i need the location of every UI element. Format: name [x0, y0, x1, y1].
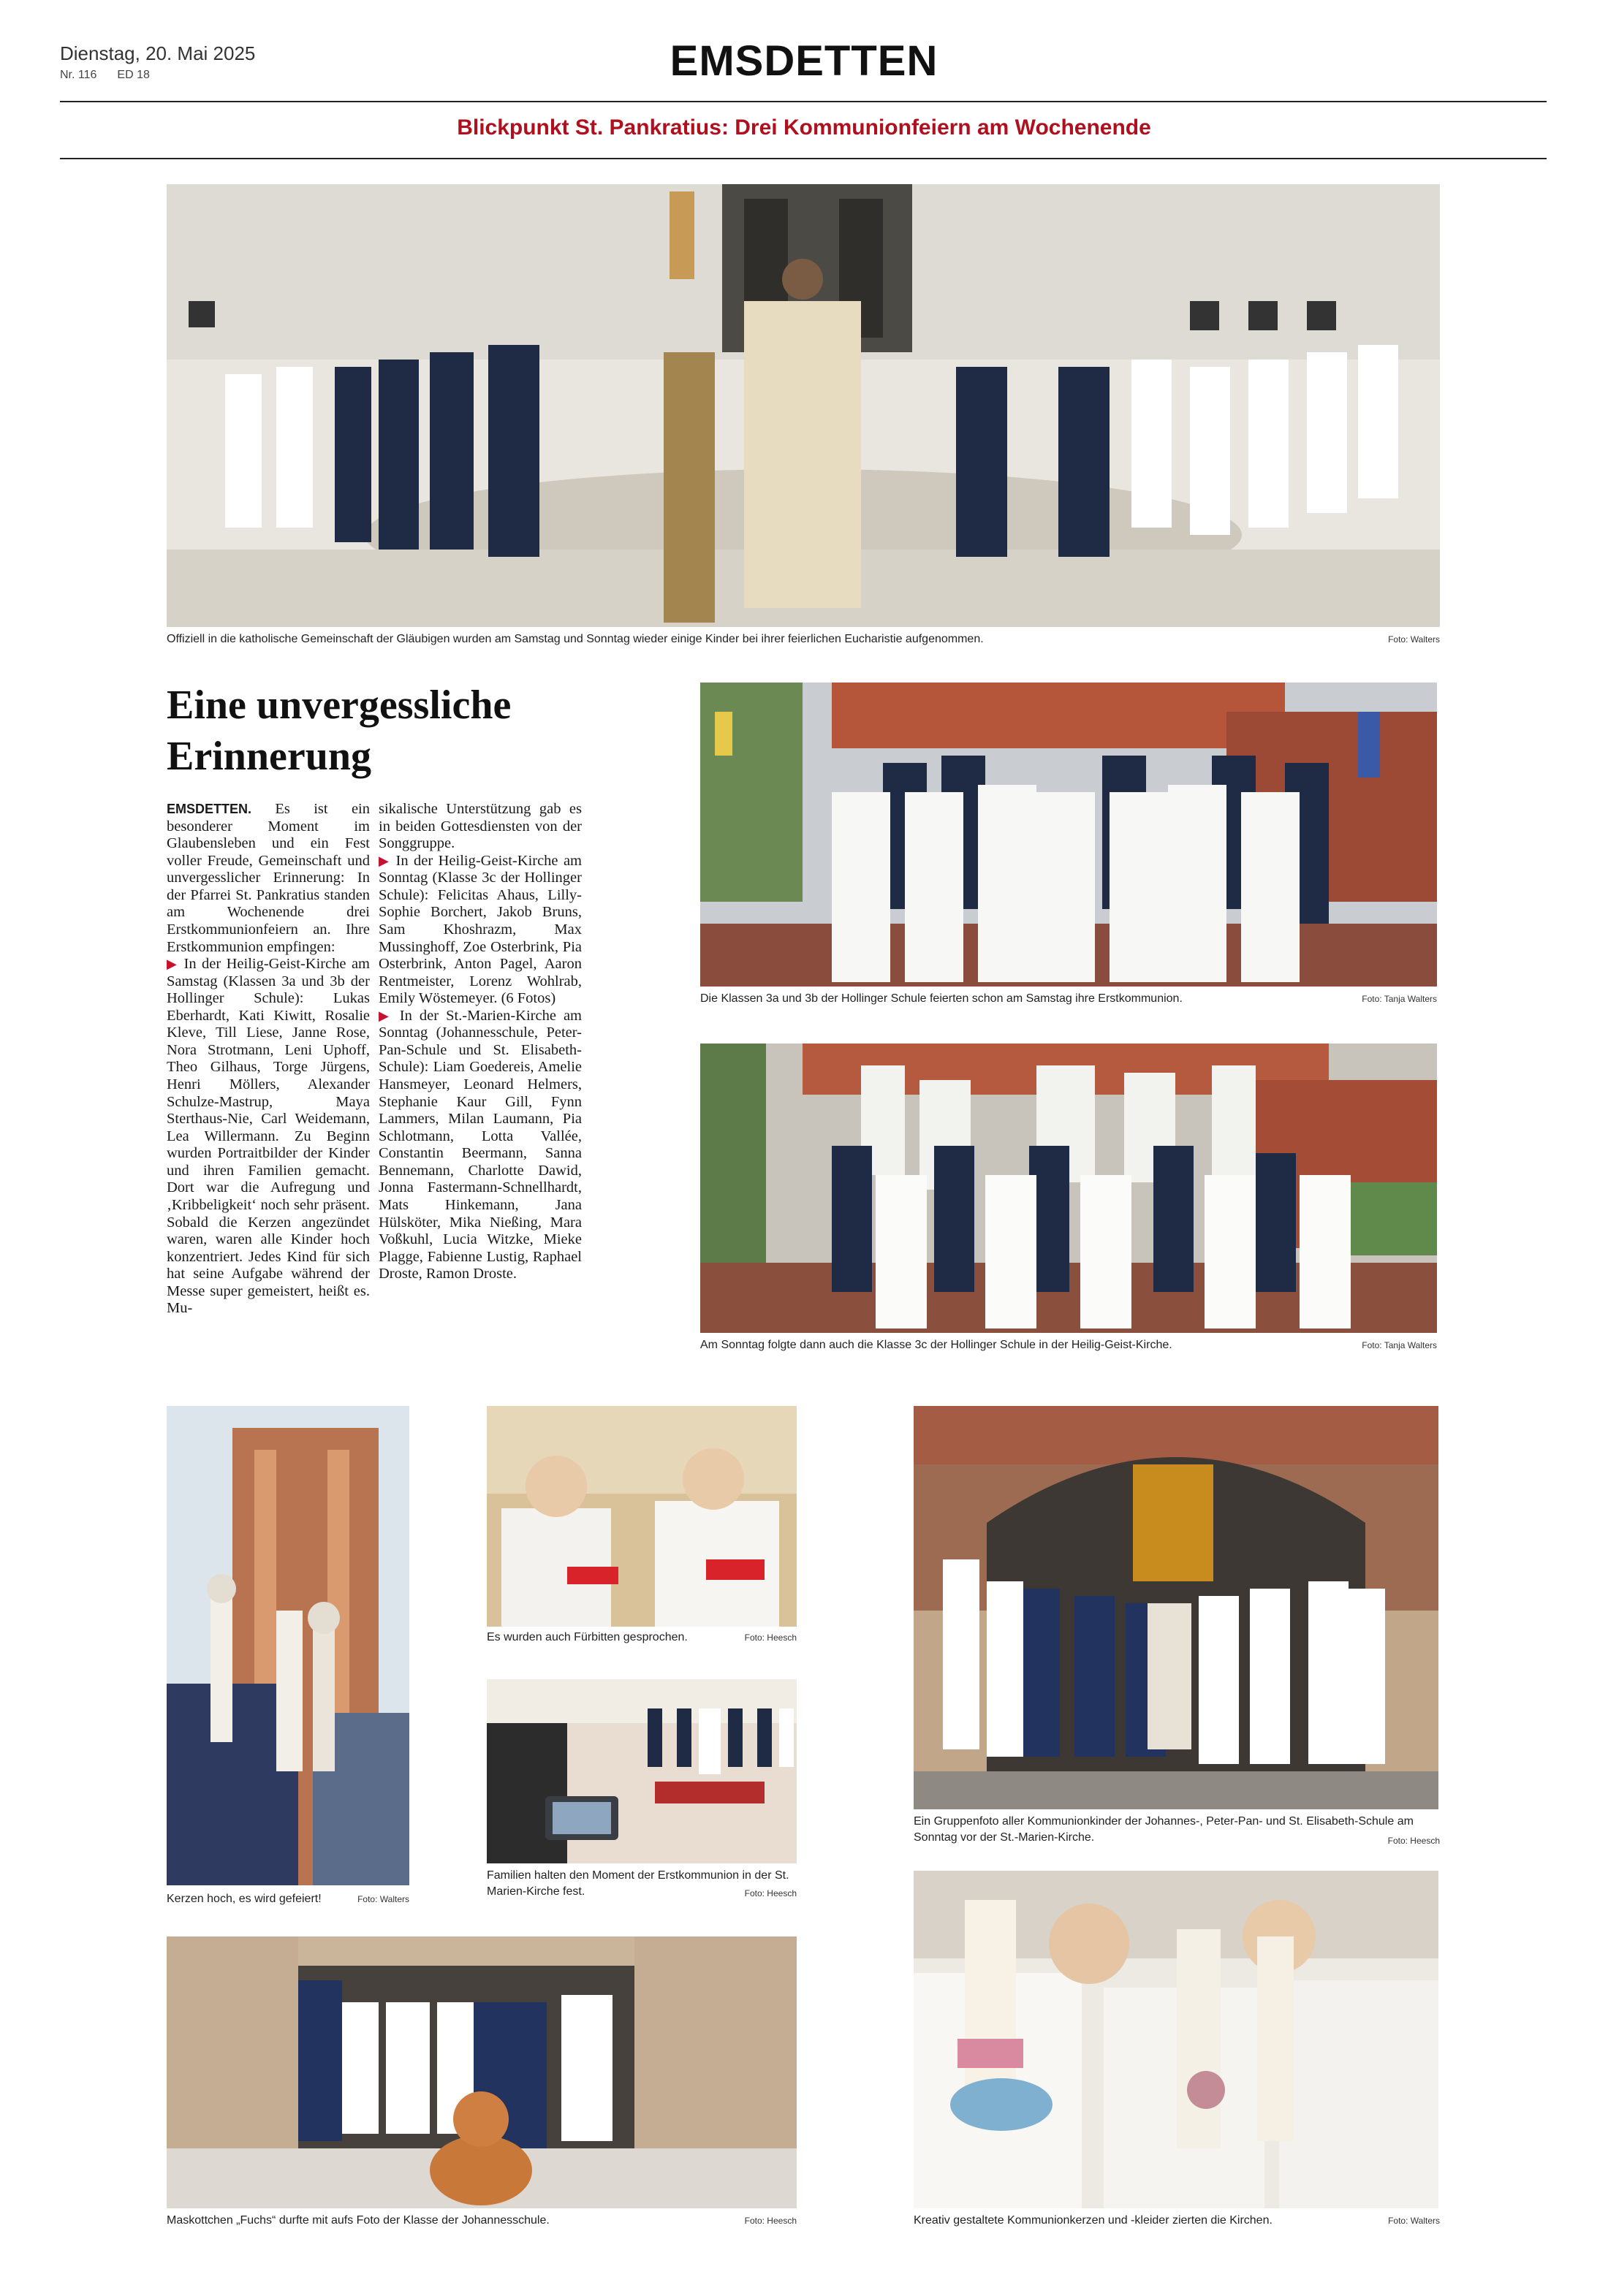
- credit-gruppenfoto: Foto: Heesch: [1387, 1836, 1440, 1846]
- issue-edition: ED 18: [117, 69, 150, 81]
- photo-fuerbitten: [487, 1406, 797, 1627]
- caption-klassen-3a-3b: Die Klassen 3a und 3b der Hollinger Schule feierten schon am Samstag ihre Erstkommunion.: [700, 992, 1183, 1005]
- credit-maskottchen: Foto: Heesch: [744, 2216, 797, 2226]
- arrow-icon: ▶: [167, 957, 179, 972]
- caption-gruppenfoto: Ein Gruppenfoto aller Kommunionkinder der Johannes-, Peter-Pan- und St. Elisabeth-Schule am Sonntag vor der St.-Marien-Kirche.: [914, 1815, 1414, 1844]
- article-dateline: EMSDETTEN.: [167, 802, 252, 816]
- arrow-icon: ▶: [379, 853, 391, 868]
- credit-familien: Foto: Heesch: [744, 1888, 797, 1898]
- photo-kommunionkerzen: [914, 1871, 1438, 2208]
- issue-date: Dienstag, 20. Mai 2025: [60, 42, 256, 64]
- arrow-icon: ▶: [379, 1008, 392, 1023]
- issue-nr: Nr. 116: [60, 69, 97, 81]
- hero-photo-church-altar: [167, 184, 1440, 627]
- caption-kerzen: Kerzen hoch, es wird gefeiert!: [167, 1893, 322, 1905]
- article-paragraph-4: ▶ In der Heilig-Geist-Kirche am Sonntag (Klasse 3c der Hollinger Schule): Felicitas Ahaus, Lilly-Sophie Borchert, Jakob Bruns, Sam Khoshrazm, Max Mussinghoff, Zoe Osterbrink, Pia Osterbrink, Anton Pagel, Aaron Rentmeister, Lorenz Wohlrab, Emily Wöstemeyer. (6 Fotos): [379, 852, 582, 1007]
- photo-klassen-3a-3b: [700, 683, 1437, 987]
- topic-banner: Blickpunkt St. Pankratius: Drei Kommunionfeiern am Wochenende: [457, 115, 1151, 140]
- hero-credit: Foto: Walters: [1388, 634, 1440, 645]
- article-paragraph-5: ▶ In der St.-Marien-Kirche am Sonntag (Johannesschule, Peter-Pan-Schule und St. Elisabeth-Schule): Liam Goedereis, Amelie Hansmeyer, Leonard Helmers, Stephanie Kaur Gill, Fynn Lammers, Milan Laumann, Pia Schlotmann, Lotta Vallée, Constantin Beermann, Sanna Bennemann, Charlotte Dawid, Jonna Fastermann-Schnellhardt, Mats Hinkemann, Jana Hülsköter, Mika Nießing, Mara Voßkuhl, Lucia Witzke, Mieke Plagge, Fabienne Lustig, Raphael Droste, Ramon Droste.: [379, 1007, 583, 1282]
- headline-line-1: Eine unvergessliche: [167, 683, 512, 728]
- photo-kerzen-hoch: [167, 1406, 409, 1885]
- credit-klasse-3c: Foto: Tanja Walters: [1362, 1340, 1437, 1350]
- caption-fuerbitten: Es wurden auch Fürbitten gesprochen.: [487, 1631, 688, 1643]
- credit-kommunionkerzen: Foto: Walters: [1388, 2216, 1440, 2226]
- caption-kommunionkerzen: Kreativ gestaltete Kommunionkerzen und -kleider zierten die Kirchen.: [914, 2214, 1273, 2227]
- section-title: EMSDETTEN: [670, 37, 938, 85]
- article-column-1: [167, 801, 370, 1318]
- credit-kerzen: Foto: Walters: [357, 1894, 409, 1904]
- caption-familien: Familien halten den Moment der Erstkommunion in der St. Marien-Kirche fest.: [487, 1869, 789, 1898]
- caption-maskottchen: Maskottchen „Fuchs“ durfte mit aufs Foto der Klasse der Johannesschule.: [167, 2214, 550, 2227]
- article-paragraph-3: sikalische Unterstützung gab es in beiden Gottesdiensten von der Songgruppe.: [379, 801, 582, 852]
- credit-fuerbitten: Foto: Heesch: [744, 1632, 797, 1643]
- article-headline: [167, 680, 678, 782]
- photo-familien: [487, 1679, 797, 1863]
- hero-caption: Offiziell in die katholische Gemeinschaft der Gläubigen wurden am Samstag und Sonntag wieder einige Kinder bei ihrer feierlichen Eucharistie aufgenommen.: [167, 633, 984, 645]
- photo-gruppenfoto: [914, 1406, 1438, 1809]
- article-paragraph-2: ▶ In der Heilig-Geist-Kirche am Samstag (Klassen 3a und 3b der Hollinger Schule): Lukas Eberhardt, Kati Kiwitt, Rosalie Kleve, Till Liese, Janne Rose, Nora Strotmann, Leni Uphoff, Theo Gilhaus, Torge Jürgens, Henri Möllers, Alexander Schulze-Mastrup, Maya Sterthaus-Nie, Carl Weidemann, Lea Willermann. Zu Beginn wurden Portraitbilder der Kinder und ihren Familien gemacht. Dort war die Aufregung und ‚Kribbeligkeit‘ noch sehr präsent. Sobald die Kerzen angezündet waren, waren alle Kinder hoch konzentriert. Jedes Kind für sich hat seine Aufgabe während der Messe super gemeistert, heißt es. Mu-: [167, 956, 370, 1317]
- credit-klassen-3a-3b: Foto: Tanja Walters: [1362, 994, 1437, 1004]
- header-rule: [60, 101, 1547, 102]
- article-column-2: [379, 801, 582, 1283]
- headline-line-2: Erinnerung: [167, 734, 372, 779]
- article-paragraph-1: EMSDETTEN. Es ist ein besonderer Moment im Glaubensleben und ein Fest voller Freude, Gemeinschaft und unvergesslicher Erinnerung: In der Pfarrei St. Pankratius standen am Wochenende drei Erstkommunionfeiern an. Ihre Erstkommunion empfingen:: [167, 801, 370, 955]
- caption-klasse-3c: Am Sonntag folgte dann auch die Klasse 3c der Hollinger Schule in der Heilig-Geist-Kirche.: [700, 1339, 1172, 1351]
- topic-rule: [60, 158, 1547, 159]
- photo-klasse-3c: [700, 1044, 1437, 1333]
- photo-maskottchen: [167, 1936, 797, 2208]
